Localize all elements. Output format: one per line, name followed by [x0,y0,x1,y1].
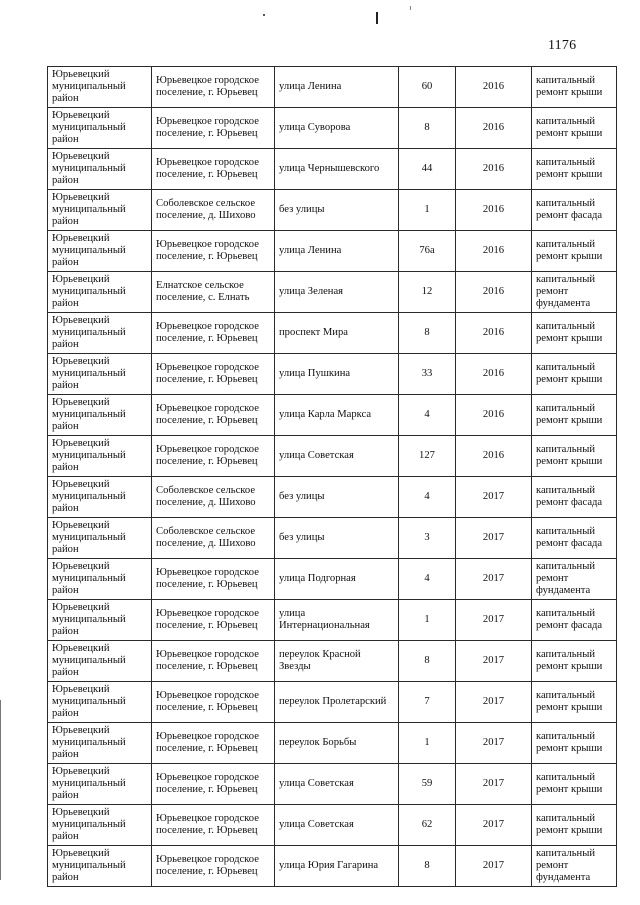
table-row [48,600,617,641]
cell-year: 2016 [456,436,532,477]
cell-house-number: 1 [399,723,456,764]
table-row [48,231,617,272]
scan-edge [0,700,1,880]
cell-house-number: 60 [399,67,456,108]
cell-district: Юрьевецкий муниципальный район [48,600,152,641]
cell-year: 2016 [456,231,532,272]
cell-settlement: Юрьевецкое городское поселение, г. Юрьевец [152,231,275,272]
cell-year: 2017 [456,805,532,846]
cell-year: 2017 [456,723,532,764]
cell-year: 2016 [456,313,532,354]
cell-house-number: 3 [399,518,456,559]
cell-house-number: 1 [399,190,456,231]
cell-district: Юрьевецкий муниципальный район [48,682,152,723]
cell-settlement: Елнатское сельское поселение, с. Елнать [152,272,275,313]
cell-district: Юрьевецкий муниципальный район [48,354,152,395]
cell-work-type: капитальный ремонт фундамента [532,846,617,887]
cell-house-number: 4 [399,559,456,600]
cell-settlement: Юрьевецкое городское поселение, г. Юрьевец [152,149,275,190]
cell-district: Юрьевецкий муниципальный район [48,190,152,231]
cell-street: улица Ленина [275,67,399,108]
table-row [48,723,617,764]
cell-district: Юрьевецкий муниципальный район [48,108,152,149]
cell-year: 2017 [456,477,532,518]
table-row [48,518,617,559]
cell-house-number: 4 [399,395,456,436]
cell-work-type: капитальный ремонт фасада [532,190,617,231]
cell-street: улица Советская [275,805,399,846]
cell-street: переулок Борьбы [275,723,399,764]
table-row [48,477,617,518]
cell-work-type: капитальный ремонт фасада [532,600,617,641]
table-row [48,764,617,805]
cell-district: Юрьевецкий муниципальный район [48,723,152,764]
cell-work-type: капитальный ремонт крыши [532,395,617,436]
table-row [48,354,617,395]
table-row [48,559,617,600]
cell-street: улица Ленина [275,231,399,272]
table-row [48,149,617,190]
cell-street: без улицы [275,518,399,559]
cell-house-number: 59 [399,764,456,805]
cell-street: улица Подгорная [275,559,399,600]
cell-year: 2017 [456,846,532,887]
cell-year: 2017 [456,682,532,723]
repair-schedule-table [47,66,617,887]
cell-work-type: капитальный ремонт крыши [532,436,617,477]
cell-settlement: Соболевское сельское поселение, д. Шихово [152,477,275,518]
table-row [48,436,617,477]
cell-settlement: Соболевское сельское поселение, д. Шихово [152,518,275,559]
cell-house-number: 8 [399,641,456,682]
cell-settlement: Юрьевецкое городское поселение, г. Юрьевец [152,682,275,723]
cell-district: Юрьевецкий муниципальный район [48,231,152,272]
cell-house-number: 76а [399,231,456,272]
cell-house-number: 1 [399,600,456,641]
cell-district: Юрьевецкий муниципальный район [48,67,152,108]
cell-work-type: капитальный ремонт фундамента [532,272,617,313]
cell-house-number: 33 [399,354,456,395]
cell-house-number: 44 [399,149,456,190]
cell-work-type: капитальный ремонт крыши [532,805,617,846]
cell-work-type: капитальный ремонт крыши [532,641,617,682]
cell-settlement: Юрьевецкое городское поселение, г. Юрьевец [152,764,275,805]
cell-year: 2016 [456,67,532,108]
table-row [48,67,617,108]
cell-street: проспект Мира [275,313,399,354]
cell-district: Юрьевецкий муниципальный район [48,149,152,190]
cell-settlement: Юрьевецкое городское поселение, г. Юрьевец [152,600,275,641]
cell-settlement: Юрьевецкое городское поселение, г. Юрьевец [152,723,275,764]
cell-district: Юрьевецкий муниципальный район [48,395,152,436]
cell-district: Юрьевецкий муниципальный район [48,846,152,887]
table-row [48,108,617,149]
table-body [48,67,617,887]
cell-street: улица Советская [275,764,399,805]
scan-artifact [263,14,265,16]
cell-house-number: 7 [399,682,456,723]
cell-house-number: 4 [399,477,456,518]
cell-street: без улицы [275,477,399,518]
cell-settlement: Юрьевецкое городское поселение, г. Юрьевец [152,108,275,149]
cell-house-number: 8 [399,108,456,149]
cell-district: Юрьевецкий муниципальный район [48,272,152,313]
cell-district: Юрьевецкий муниципальный район [48,313,152,354]
cell-house-number: 62 [399,805,456,846]
table-row [48,272,617,313]
cell-work-type: капитальный ремонт крыши [532,354,617,395]
cell-year: 2017 [456,559,532,600]
table-row [48,190,617,231]
cell-work-type: капитальный ремонт крыши [532,67,617,108]
cell-work-type: капитальный ремонт крыши [532,764,617,805]
cell-street: без улицы [275,190,399,231]
cell-street: улица Советская [275,436,399,477]
cell-district: Юрьевецкий муниципальный район [48,518,152,559]
scan-artifact [410,6,411,10]
cell-district: Юрьевецкий муниципальный район [48,805,152,846]
cell-district: Юрьевецкий муниципальный район [48,641,152,682]
cell-district: Юрьевецкий муниципальный район [48,764,152,805]
cell-house-number: 8 [399,846,456,887]
scan-artifact [376,12,378,24]
cell-street: улица Юрия Гагарина [275,846,399,887]
cell-street: улица Чернышевского [275,149,399,190]
cell-settlement: Юрьевецкое городское поселение, г. Юрьевец [152,436,275,477]
cell-district: Юрьевецкий муниципальный район [48,477,152,518]
table-row [48,846,617,887]
cell-settlement: Юрьевецкое городское поселение, г. Юрьевец [152,559,275,600]
cell-year: 2016 [456,354,532,395]
cell-work-type: капитальный ремонт крыши [532,231,617,272]
cell-district: Юрьевецкий муниципальный район [48,436,152,477]
cell-house-number: 12 [399,272,456,313]
cell-year: 2017 [456,600,532,641]
cell-work-type: капитальный ремонт крыши [532,149,617,190]
cell-settlement: Юрьевецкое городское поселение, г. Юрьевец [152,805,275,846]
cell-street: переулок Пролетарский [275,682,399,723]
cell-settlement: Юрьевецкое городское поселение, г. Юрьевец [152,313,275,354]
cell-settlement: Юрьевецкое городское поселение, г. Юрьевец [152,395,275,436]
cell-house-number: 127 [399,436,456,477]
table-row [48,395,617,436]
page-number: 1176 [548,38,577,53]
cell-street: улица Суворова [275,108,399,149]
cell-work-type: капитальный ремонт фасада [532,518,617,559]
cell-year: 2016 [456,395,532,436]
cell-year: 2017 [456,518,532,559]
cell-settlement: Юрьевецкое городское поселение, г. Юрьевец [152,641,275,682]
cell-work-type: капитальный ремонт крыши [532,682,617,723]
cell-street: улица Зеленая [275,272,399,313]
table-row [48,641,617,682]
cell-street: улица Пушкина [275,354,399,395]
table-row [48,682,617,723]
cell-work-type: капитальный ремонт крыши [532,723,617,764]
cell-year: 2016 [456,272,532,313]
cell-street: улица Карла Маркса [275,395,399,436]
cell-street: улица Интернациональная [275,600,399,641]
cell-year: 2017 [456,641,532,682]
cell-settlement: Юрьевецкое городское поселение, г. Юрьевец [152,67,275,108]
table-row [48,805,617,846]
cell-year: 2017 [456,764,532,805]
cell-house-number: 8 [399,313,456,354]
cell-work-type: капитальный ремонт крыши [532,313,617,354]
cell-settlement: Соболевское сельское поселение, д. Шихово [152,190,275,231]
cell-year: 2016 [456,190,532,231]
cell-settlement: Юрьевецкое городское поселение, г. Юрьевец [152,846,275,887]
cell-year: 2016 [456,149,532,190]
cell-district: Юрьевецкий муниципальный район [48,559,152,600]
cell-year: 2016 [456,108,532,149]
cell-work-type: капитальный ремонт фундамента [532,559,617,600]
cell-settlement: Юрьевецкое городское поселение, г. Юрьевец [152,354,275,395]
cell-street: переулок Красной Звезды [275,641,399,682]
cell-work-type: капитальный ремонт фасада [532,477,617,518]
cell-work-type: капитальный ремонт крыши [532,108,617,149]
table-row [48,313,617,354]
